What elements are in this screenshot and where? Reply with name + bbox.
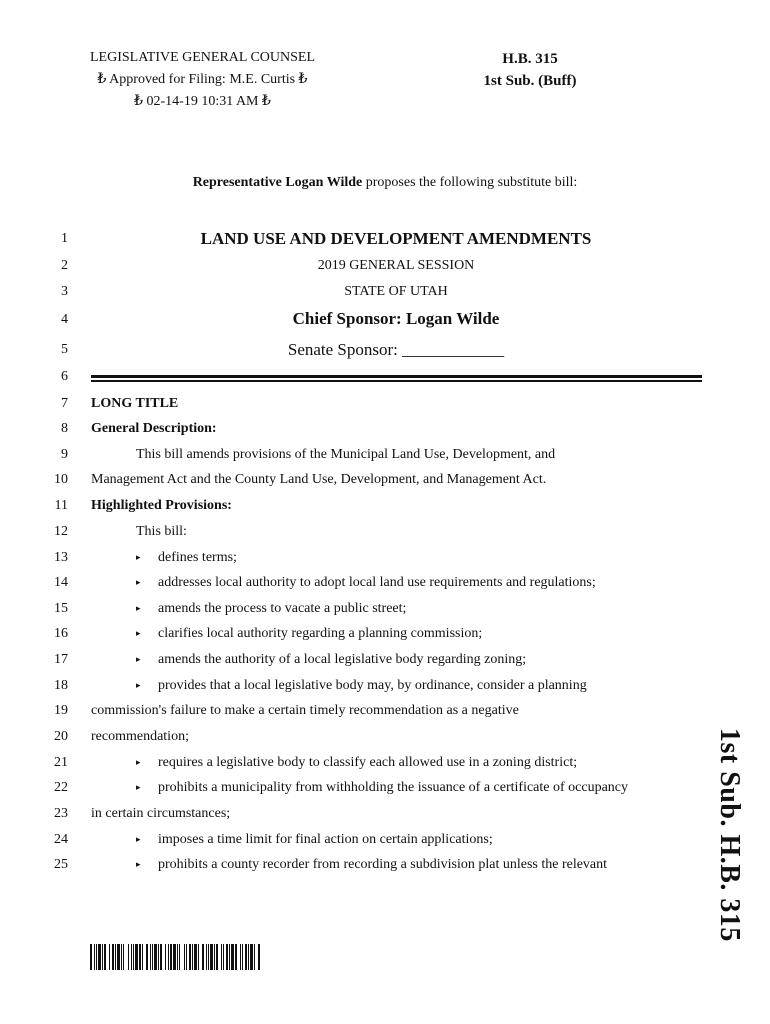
description-line: This bill amends provisions of the Municipal Land Use, Development, and [136, 447, 556, 462]
provision-item [136, 601, 406, 617]
proposer-text: proposes the following substitute bill: [362, 175, 578, 190]
header-bill-block [470, 48, 590, 92]
provision-text: requires a legislative body to classify each allowed use in a zoning district; [158, 755, 578, 770]
bullet-icon: ▸ [136, 654, 141, 664]
bullet-icon: ▸ [136, 834, 141, 844]
line-number: 18 [54, 678, 68, 693]
bullet-icon: ▸ [136, 782, 141, 792]
state-line: STATE OF UTAH [344, 284, 448, 299]
chief-sponsor: Chief Sponsor: Logan Wilde [292, 309, 500, 328]
provisions-intro: This bill: [136, 524, 187, 539]
barcode-icon [90, 944, 285, 970]
provision-continuation: commission's failure to make a certain timely recommendation as a negative [91, 703, 519, 718]
bullet-icon: ▸ [136, 680, 141, 690]
line-number: 20 [54, 729, 68, 744]
provision-item [136, 678, 587, 694]
session-line: 2019 GENERAL SESSION [317, 258, 475, 273]
provision-item [136, 626, 482, 642]
provision-item [136, 832, 493, 848]
bullet-icon: ▸ [136, 577, 141, 587]
line-number: 12 [54, 524, 68, 539]
provision-item [136, 575, 596, 591]
senate-sponsor: Senate Sponsor: ____________ [287, 340, 505, 359]
header-datetime: ₺ 02-14-19 10:31 AM ₺ [134, 94, 271, 109]
provision-text: addresses local authority to adopt local land use requirements and regulations; [158, 575, 596, 590]
provision-text: amends the authority of a local legislative body regarding zoning; [158, 652, 527, 667]
proposer-name: Representative Logan Wilde [192, 175, 363, 190]
line-number: 5 [61, 342, 68, 357]
title-rule-thin [91, 380, 702, 382]
line-number: 11 [54, 498, 68, 513]
provision-text: provides that a local legislative body may, by ordinance, consider a planning [158, 678, 587, 693]
line-number: 6 [61, 369, 68, 384]
line-number: 7 [61, 396, 68, 411]
proposer-line [0, 175, 770, 191]
long-title-heading: LONG TITLE [91, 396, 179, 411]
provision-text: clarifies local authority regarding a planning commission; [158, 626, 483, 641]
line-number: 23 [54, 806, 68, 821]
line-number: 10 [54, 472, 68, 487]
line-number: 24 [54, 832, 68, 847]
provision-item [136, 652, 526, 668]
description-line: Management Act and the County Land Use, Development, and Management Act. [91, 472, 547, 487]
line-number: 8 [61, 421, 68, 436]
general-description-heading: General Description: [91, 421, 217, 436]
line-number: 9 [61, 447, 68, 462]
line-number: 17 [54, 652, 68, 667]
provision-item [136, 780, 628, 796]
provision-text: defines terms; [158, 550, 237, 565]
bill-substitute: 1st Sub. (Buff) [483, 73, 577, 89]
title-rule-thick [91, 375, 702, 378]
provision-item [136, 755, 577, 771]
line-number: 15 [54, 601, 68, 616]
line-number: 19 [54, 703, 68, 718]
bullet-icon: ▸ [136, 757, 141, 767]
line-number: 4 [61, 312, 68, 327]
highlighted-provisions-heading: Highlighted Provisions: [91, 498, 232, 513]
provision-text: prohibits a municipality from withholding the issuance of a certificate of occupancy [158, 780, 629, 795]
header-office: LEGISLATIVE GENERAL COUNSEL [90, 50, 316, 65]
provision-text: amends the process to vacate a public street; [158, 601, 407, 616]
line-number: 3 [61, 284, 68, 299]
provision-continuation: recommendation; [91, 729, 189, 744]
bullet-icon: ▸ [136, 628, 141, 638]
line-number: 13 [54, 550, 68, 565]
bullet-icon: ▸ [136, 552, 141, 562]
provision-item [136, 550, 237, 566]
header-office-block [90, 47, 315, 113]
line-number: 16 [54, 626, 68, 641]
bill-number: H.B. 315 [502, 51, 558, 67]
bullet-icon: ▸ [136, 603, 141, 613]
line-number: 25 [54, 857, 68, 872]
header-approved: ₺ Approved for Filing: M.E. Curtis ₺ [97, 72, 308, 87]
line-number: 14 [54, 575, 68, 590]
line-number: 1 [61, 231, 68, 246]
bill-title: LAND USE AND DEVELOPMENT AMENDMENTS [200, 229, 592, 248]
provision-text: imposes a time limit for final action on certain applications; [158, 832, 493, 847]
line-number: 21 [54, 755, 68, 770]
side-bill-label: 1st Sub. H.B. 315 [714, 728, 745, 942]
line-number: 2 [61, 258, 68, 273]
line-number: 22 [54, 780, 68, 795]
provision-continuation: in certain circumstances; [91, 806, 231, 821]
bullet-icon: ▸ [136, 859, 141, 869]
provision-item [136, 857, 607, 873]
provision-text: prohibits a county recorder from recording a subdivision plat unless the relevant [158, 857, 608, 872]
